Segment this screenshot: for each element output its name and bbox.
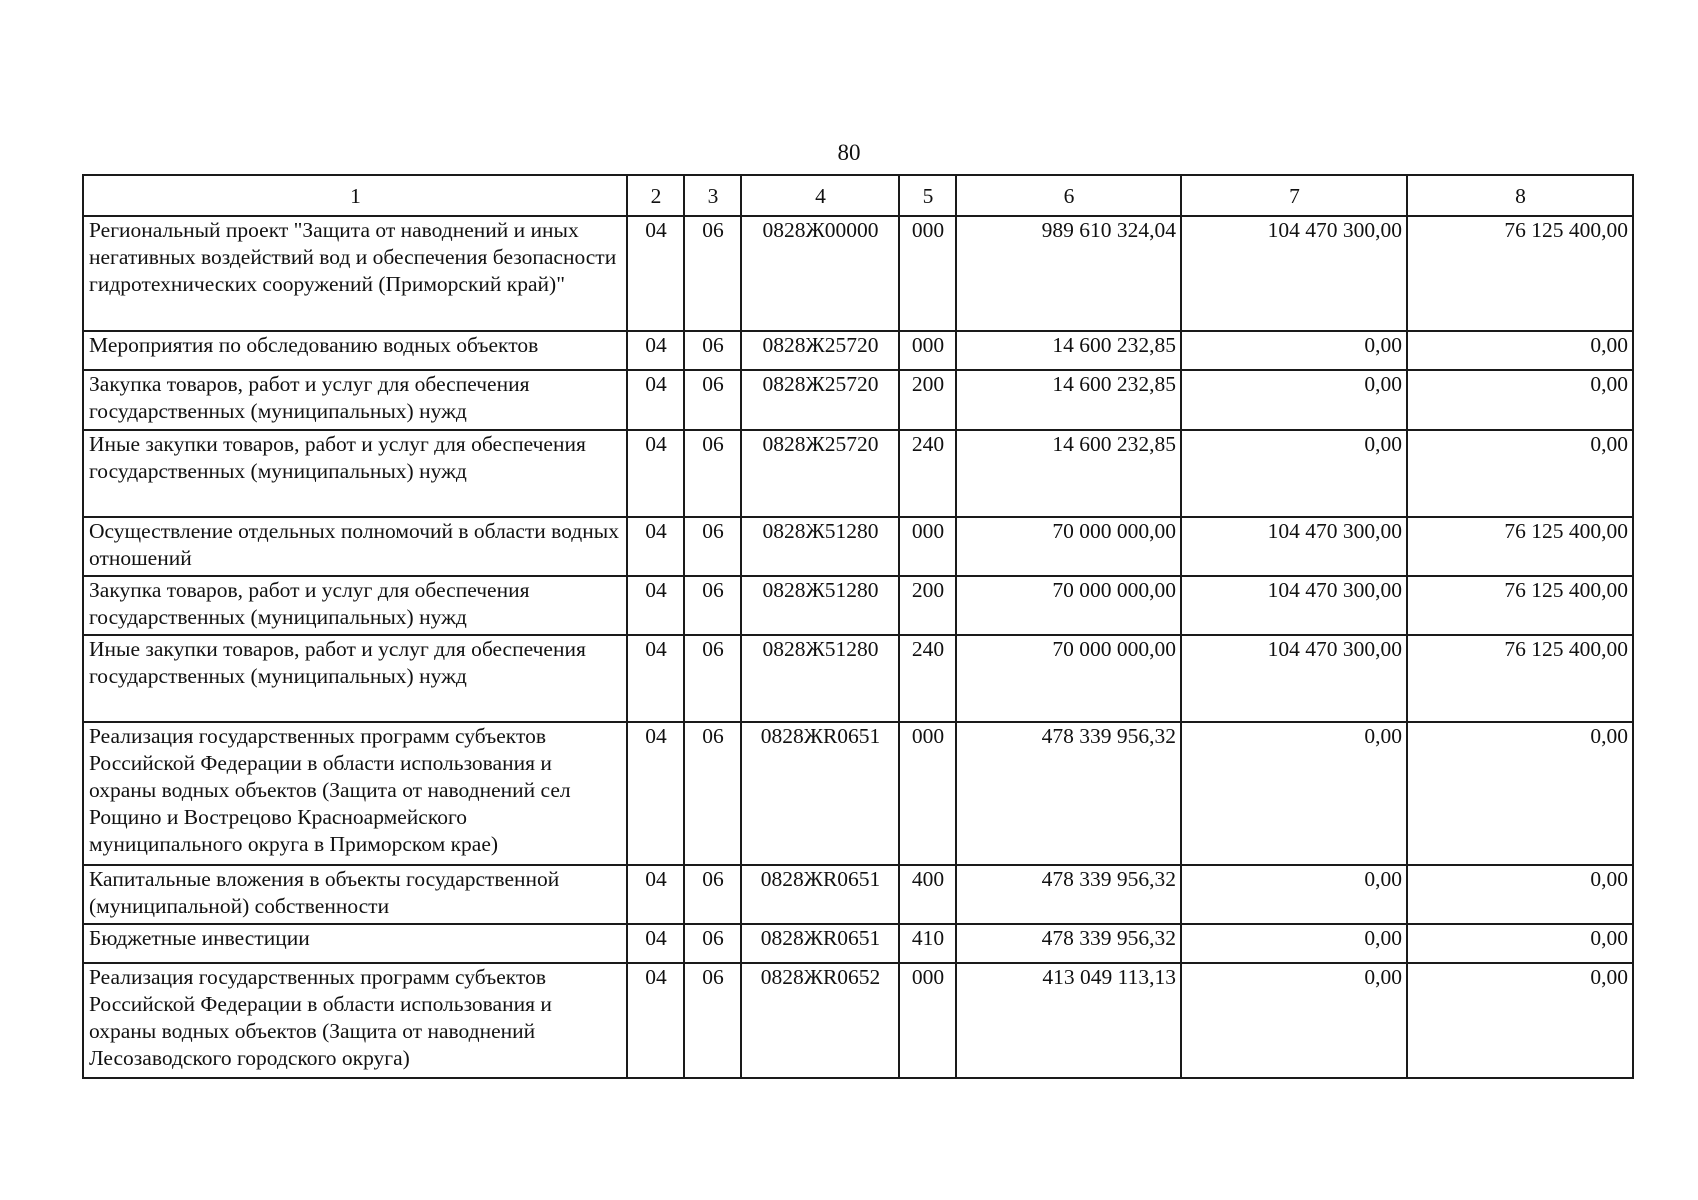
page-number: 80 [837, 140, 861, 165]
table-row [83, 635, 1633, 722]
row-amount-6: 478 339 956,32 [956, 924, 1181, 963]
row-amount-8: 76 125 400,00 [1407, 517, 1633, 576]
row-amount-6: 14 600 232,85 [956, 331, 1181, 370]
header-cell: 5 [899, 175, 956, 216]
header-cell: 2 [627, 175, 684, 216]
row-expense-type: 000 [899, 722, 956, 865]
table-row [83, 963, 1633, 1078]
row-expense-type: 000 [899, 517, 956, 576]
row-expense-type: 240 [899, 635, 956, 722]
row-subsection: 06 [684, 576, 741, 635]
table-row [83, 576, 1633, 635]
row-section: 04 [627, 370, 684, 430]
row-amount-7: 104 470 300,00 [1181, 216, 1407, 331]
row-name: Иные закупки товаров, работ и услуг для обеспечения государственных (муниципальных) нужд [83, 635, 627, 722]
row-target-article: 0828ЖR0652 [741, 963, 899, 1078]
row-amount-6: 413 049 113,13 [956, 963, 1181, 1078]
row-subsection: 06 [684, 865, 741, 924]
row-amount-8: 0,00 [1407, 963, 1633, 1078]
row-subsection: 06 [684, 963, 741, 1078]
row-expense-type: 410 [899, 924, 956, 963]
row-amount-6: 70 000 000,00 [956, 517, 1181, 576]
row-target-article: 0828ЖR0651 [741, 722, 899, 865]
row-subsection: 06 [684, 331, 741, 370]
row-amount-7: 104 470 300,00 [1181, 635, 1407, 722]
row-expense-type: 200 [899, 576, 956, 635]
table-row [83, 517, 1633, 576]
row-amount-8: 0,00 [1407, 430, 1633, 517]
row-amount-7: 104 470 300,00 [1181, 576, 1407, 635]
row-name: Капитальные вложения в объекты государственной (муниципальной) собственности [83, 865, 627, 924]
row-name: Мероприятия по обследованию водных объектов [83, 331, 627, 370]
row-amount-6: 478 339 956,32 [956, 722, 1181, 865]
row-section: 04 [627, 331, 684, 370]
row-amount-8: 0,00 [1407, 865, 1633, 924]
row-amount-7: 0,00 [1181, 722, 1407, 865]
row-subsection: 06 [684, 722, 741, 865]
row-expense-type: 000 [899, 216, 956, 331]
row-amount-8: 0,00 [1407, 370, 1633, 430]
table-row [83, 924, 1633, 963]
row-amount-6: 14 600 232,85 [956, 370, 1181, 430]
row-section: 04 [627, 430, 684, 517]
row-name: Бюджетные инвестиции [83, 924, 627, 963]
row-amount-7: 0,00 [1181, 924, 1407, 963]
row-target-article: 0828Ж51280 [741, 517, 899, 576]
row-target-article: 0828Ж00000 [741, 216, 899, 331]
row-target-article: 0828Ж51280 [741, 635, 899, 722]
row-subsection: 06 [684, 924, 741, 963]
row-target-article: 0828Ж51280 [741, 576, 899, 635]
row-amount-7: 0,00 [1181, 370, 1407, 430]
row-amount-6: 14 600 232,85 [956, 430, 1181, 517]
row-subsection: 06 [684, 517, 741, 576]
header-row [83, 175, 1633, 216]
row-name: Реализация государственных программ субъектов Российской Федерации в области использования и охраны водных объектов (Защита от наводнений Лесозаводского городского округа) [83, 963, 627, 1078]
row-target-article: 0828ЖR0651 [741, 924, 899, 963]
row-target-article: 0828Ж25720 [741, 370, 899, 430]
header-cell: 3 [684, 175, 741, 216]
row-expense-type: 400 [899, 865, 956, 924]
header-cell: 6 [956, 175, 1181, 216]
row-amount-8: 0,00 [1407, 722, 1633, 865]
row-subsection: 06 [684, 370, 741, 430]
row-amount-7: 0,00 [1181, 331, 1407, 370]
row-amount-6: 70 000 000,00 [956, 576, 1181, 635]
budget-table [82, 174, 1634, 1079]
row-name: Иные закупки товаров, работ и услуг для обеспечения государственных (муниципальных) нужд [83, 430, 627, 517]
header-cell: 1 [83, 175, 627, 216]
row-section: 04 [627, 963, 684, 1078]
row-amount-8: 76 125 400,00 [1407, 635, 1633, 722]
row-amount-8: 0,00 [1407, 331, 1633, 370]
row-name: Региональный проект "Защита от наводнений и иных негативных воздействий вод и обеспечения безопасности гидротехнических сооружений (Приморский край)" [83, 216, 627, 331]
row-target-article: 0828Ж25720 [741, 331, 899, 370]
row-section: 04 [627, 517, 684, 576]
row-amount-7: 0,00 [1181, 865, 1407, 924]
row-target-article: 0828Ж25720 [741, 430, 899, 517]
row-section: 04 [627, 924, 684, 963]
row-section: 04 [627, 722, 684, 865]
row-amount-8: 76 125 400,00 [1407, 576, 1633, 635]
row-section: 04 [627, 216, 684, 331]
header-cell: 7 [1181, 175, 1407, 216]
row-expense-type: 240 [899, 430, 956, 517]
row-name: Закупка товаров, работ и услуг для обеспечения государственных (муниципальных) нужд [83, 576, 627, 635]
table-row [83, 370, 1633, 430]
header-cell: 4 [741, 175, 899, 216]
table-row [83, 216, 1633, 331]
row-amount-7: 0,00 [1181, 963, 1407, 1078]
row-expense-type: 000 [899, 331, 956, 370]
row-subsection: 06 [684, 635, 741, 722]
row-name: Закупка товаров, работ и услуг для обеспечения государственных (муниципальных) нужд [83, 370, 627, 430]
row-name: Реализация государственных программ субъектов Российской Федерации в области использования и охраны водных объектов (Защита от наводнений сел Рощино и Вострецово Красноармейского муниципального округа в Приморском крае) [83, 722, 627, 865]
table-row [83, 865, 1633, 924]
row-amount-8: 76 125 400,00 [1407, 216, 1633, 331]
row-amount-6: 478 339 956,32 [956, 865, 1181, 924]
row-subsection: 06 [684, 430, 741, 517]
header-cell: 8 [1407, 175, 1633, 216]
row-amount-7: 0,00 [1181, 430, 1407, 517]
row-amount-7: 104 470 300,00 [1181, 517, 1407, 576]
row-amount-8: 0,00 [1407, 924, 1633, 963]
row-section: 04 [627, 576, 684, 635]
table-row [83, 722, 1633, 865]
row-target-article: 0828ЖR0651 [741, 865, 899, 924]
row-expense-type: 000 [899, 963, 956, 1078]
row-section: 04 [627, 865, 684, 924]
table-row [83, 331, 1633, 370]
row-section: 04 [627, 635, 684, 722]
row-expense-type: 200 [899, 370, 956, 430]
row-name: Осуществление отдельных полномочий в области водных отношений [83, 517, 627, 576]
row-amount-6: 70 000 000,00 [956, 635, 1181, 722]
table-row [83, 430, 1633, 517]
row-amount-6: 989 610 324,04 [956, 216, 1181, 331]
row-subsection: 06 [684, 216, 741, 331]
